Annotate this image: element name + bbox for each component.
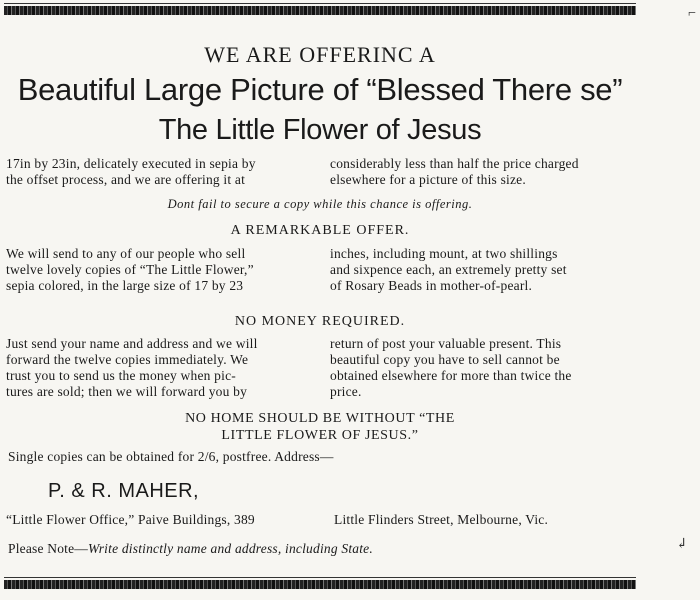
text-line: beautiful copy you have to sell cannot be: [330, 352, 560, 367]
text-line: inches, including mount, at two shillings: [330, 246, 558, 261]
text-line: tures are sold; then we will forward you by: [6, 384, 248, 399]
remarkable-offer-heading: A REMARKABLE OFFER.: [230, 223, 410, 238]
please-note: [8, 541, 373, 557]
heading-offering: WE ARE OFFERINC A: [204, 42, 436, 67]
text-line: and sixpence each, an extremely pretty set: [330, 262, 567, 277]
text-line: return of post your valuable present. This: [330, 336, 562, 351]
money-right-column: [330, 336, 572, 400]
text-line: price.: [330, 384, 362, 399]
text-line: the offset process, and we are offering it at: [6, 172, 246, 187]
text-line: of Rosary Beads in mother-of-pearl.: [330, 278, 533, 293]
heading-main-line-1: Beautiful Large Picture of “Blessed There se”: [17, 72, 623, 107]
please-note-label: Please Note—: [8, 541, 89, 556]
margin-mark-top-icon: ⌐: [688, 6, 696, 21]
money-left-column: [6, 336, 258, 400]
intro-right-column: [330, 156, 579, 188]
text-line: obtained elsewhere for more than twice the: [330, 368, 572, 383]
remarkable-right-column: [330, 246, 567, 294]
single-copies-text: Single copies can be obtained for 2/6, postfree. Address—: [8, 449, 334, 464]
intro-left-column: [6, 156, 256, 188]
heading-main-line-2: The Little Flower of Jesus: [158, 114, 482, 146]
text-line: elsewhere for a picture of this size.: [330, 172, 526, 187]
remarkable-left-column: [6, 246, 254, 294]
no-home-heading-line-1: NO HOME SHOULD BE WITHOUT “THE: [185, 411, 455, 426]
company-name: P. & R. MAHER,: [48, 480, 200, 502]
top-border-rule: [4, 6, 636, 15]
address-left: “Little Flower Office,” Paive Buildings, 389: [6, 512, 255, 527]
no-home-heading-line-2: LITTLE FLOWER OF JESUS.”: [221, 428, 419, 443]
text-line: trust you to send us the money when pic-: [6, 368, 236, 383]
text-line: sepia colored, in the large size of 17 by 23: [6, 278, 244, 293]
no-money-heading: NO MONEY REQUIRED.: [234, 314, 406, 329]
text-line: considerably less than half the price charged: [330, 156, 579, 171]
margin-mark-bottom-icon: ↲: [676, 537, 688, 552]
text-line: 17in by 23in, delicately executed in sepia by: [6, 156, 256, 171]
text-line: We will send to any of our people who sell: [6, 246, 246, 261]
address-right: Little Flinders Street, Melbourne, Vic.: [334, 512, 549, 527]
dont-fail-notice: Dont fail to secure a copy while this chance is offering.: [167, 197, 473, 211]
please-note-text: Write distinctly name and address, including State.: [88, 541, 373, 556]
bottom-border-rule: [4, 580, 636, 589]
text-line: forward the twelve copies immediately. We: [6, 352, 249, 367]
text-line: twelve lovely copies of “The Little Flower,”: [6, 262, 254, 277]
text-line: Just send your name and address and we will: [6, 336, 258, 351]
